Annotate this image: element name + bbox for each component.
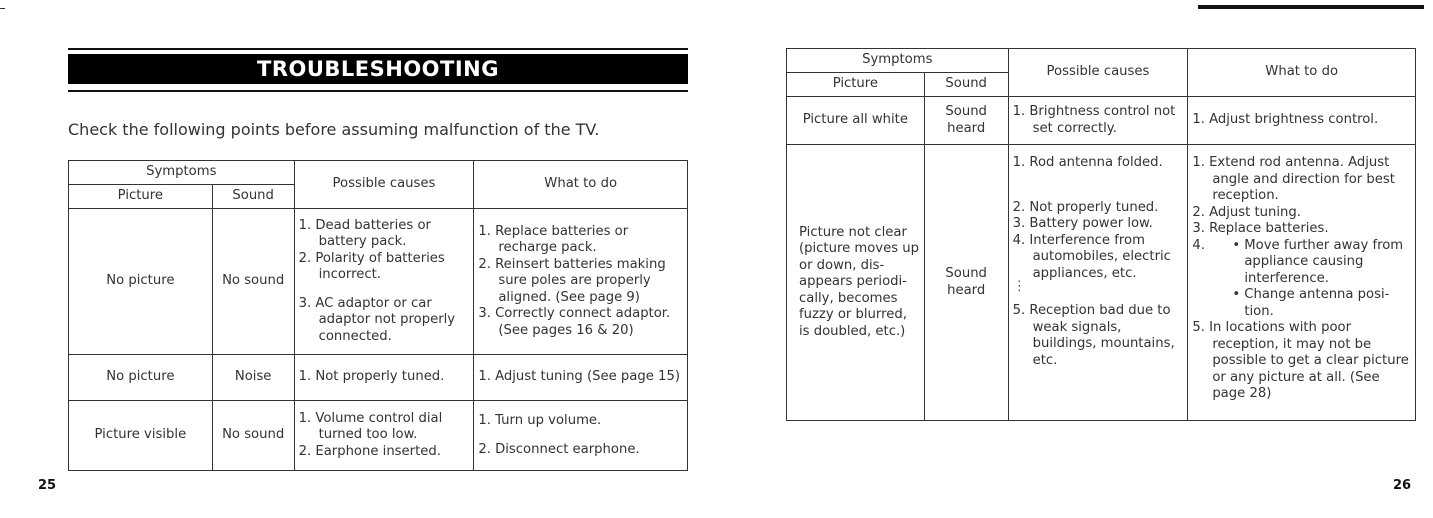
cause-item: 1. Volume control dial turned too low. (298, 410, 443, 443)
intro-text: Check the following points before assuming malfunction of the TV. (68, 120, 600, 139)
picture-cell: Picture not clear (picture moves up or down, dis-appears periodi-cally, becomes fuzzy or blurred, is doubled, etc.) (787, 145, 925, 421)
picture-cell: No picture (69, 355, 213, 401)
todo-item: 1. Replace batteries or recharge pack. (478, 223, 629, 256)
todo-cell (474, 209, 688, 355)
page-title: TROUBLESHOOTING (68, 54, 688, 84)
todo-subitem: • Move further away from appliance causing interference. (1232, 237, 1404, 286)
todo-item: 1. Turn up volume. (478, 413, 602, 428)
causes-cell (294, 355, 474, 401)
cause-item: 2. Earphone inserted. (298, 443, 441, 459)
sound-header: Sound (924, 73, 1008, 97)
todo-item: 5. In locations with poor reception, it may not be possible to get a clear picture or any picture at all. (See page 28) (1192, 320, 1409, 401)
ellipsis-mark: ⋮ (1012, 279, 1026, 294)
picture-header: Picture (69, 185, 213, 209)
cause-item: 1. Brightness control not set correctly. (1012, 104, 1176, 136)
title-top-rule (68, 48, 688, 50)
cause-item: 4. Interference from automobiles, electric appliances, etc. (1012, 232, 1171, 281)
cause-item: 1. Dead batteries or battery pack. (298, 217, 431, 250)
cause-item: 1. Rod antenna folded. (1012, 155, 1163, 170)
right-page (716, 0, 1433, 518)
todo-item: 3. Replace batteries. (1192, 221, 1329, 236)
todo-item-number: 4. (1192, 237, 1205, 253)
todo-item: 1. Extend rod antenna. Adjust angle and direction for best reception. (1192, 155, 1395, 203)
todo-cell (474, 355, 688, 401)
todo-item: 2. Disconnect earphone. (478, 441, 640, 457)
causes-cell (294, 209, 474, 355)
picture-cell: No picture (69, 209, 213, 355)
troubleshooting-table-left (68, 160, 688, 471)
left-page (0, 0, 716, 518)
todo-item: 2. Reinsert batteries making sure poles are properly aligned. (See page 9) (478, 256, 666, 305)
todo-cell (474, 401, 688, 471)
cause-item: 5. Reception bad due to weak signals, buildings, mountains, etc. (1012, 303, 1175, 368)
sound-cell: No sound (212, 209, 294, 355)
table-row (69, 401, 688, 471)
todo-sublist (1212, 238, 1411, 321)
todo-cell (1188, 145, 1416, 421)
causes-header: Possible causes (1008, 49, 1188, 97)
table-row (69, 355, 688, 401)
causes-cell (1008, 97, 1188, 145)
table-row (787, 145, 1416, 421)
todo-item: 1. Adjust tuning (See page 15) (478, 369, 680, 385)
todo-header: What to do (1188, 49, 1416, 97)
table-row (69, 209, 688, 355)
sound-cell: Noise (212, 355, 294, 401)
todo-item (1192, 238, 1411, 321)
causes-header: Possible causes (294, 161, 474, 209)
causes-cell (294, 401, 474, 471)
symptoms-header: Symptoms (69, 161, 295, 185)
sound-cell: No sound (212, 401, 294, 471)
todo-item: 1. Adjust brightness control. (1192, 112, 1379, 128)
top-decorative-line (1198, 5, 1424, 9)
page-number: 25 (38, 478, 57, 493)
sound-cell: Sound heard (924, 97, 1008, 145)
todo-subitem: • Change antenna posi-tion. (1232, 287, 1390, 319)
sound-cell: Sound heard (924, 145, 1008, 421)
page-number: 26 (1393, 478, 1412, 493)
todo-header: What to do (474, 161, 688, 209)
cause-item: 1. Not properly tuned. (298, 369, 445, 385)
causes-cell (1008, 145, 1188, 421)
cause-item: 2. Not properly tuned. (1012, 199, 1159, 215)
picture-header: Picture (787, 73, 925, 97)
todo-cell (1188, 97, 1416, 145)
troubleshooting-table-right (786, 48, 1416, 421)
picture-cell: Picture all white (787, 97, 925, 145)
symptoms-header: Symptoms (787, 49, 1009, 73)
cause-item: 2. Polarity of batteries incorrect. (298, 250, 445, 283)
todo-item: 2. Adjust tuning. (1192, 204, 1301, 220)
edge-mark (0, 8, 5, 9)
cause-item: 3. AC adaptor or car adaptor not properly connected. (298, 295, 456, 344)
table-row (787, 97, 1416, 145)
todo-item: 3. Correctly connect adaptor. (See pages 16 & 20) (478, 306, 671, 338)
sound-header: Sound (212, 185, 294, 209)
cause-item: 3. Battery power low. (1012, 216, 1153, 231)
title-bottom-rule (68, 90, 688, 92)
picture-cell: Picture visible (69, 401, 213, 471)
